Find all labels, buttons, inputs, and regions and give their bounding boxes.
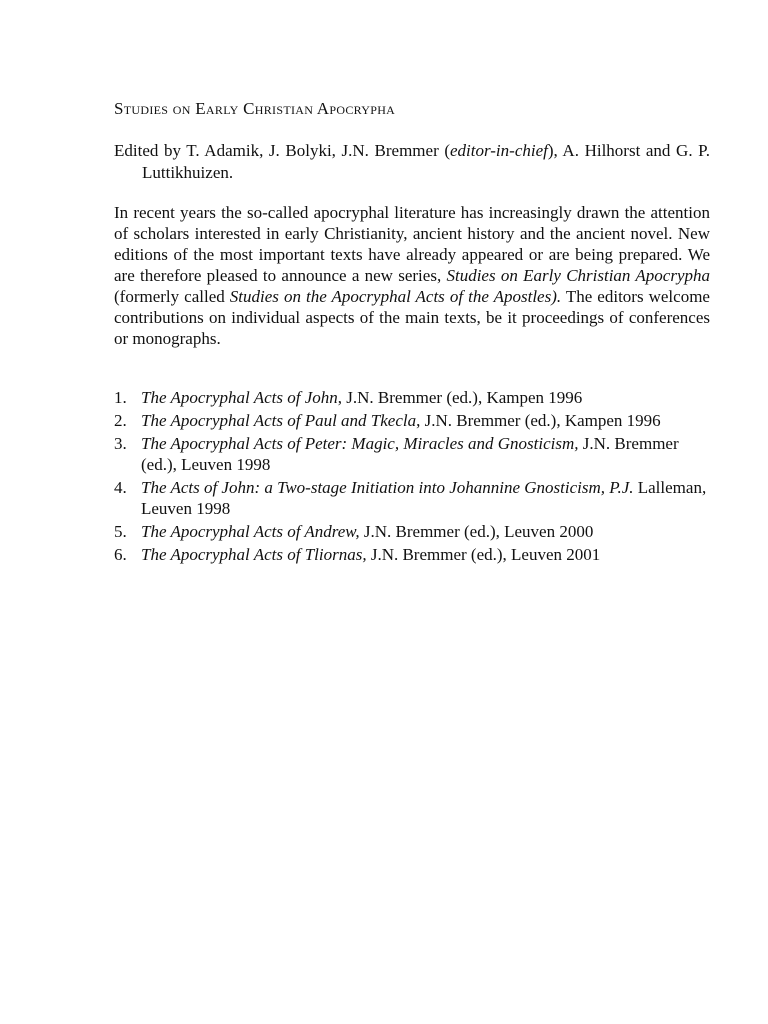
volume-details: , J.N. Bremmer (ed.), Kampen 1996 (416, 411, 661, 430)
editors-prefix: Edited by T. Adamik, J. Bolyki, J.N. Bremmer ( (114, 141, 450, 160)
volume-number: 6. (114, 545, 127, 564)
volume-title: The Apocryphal Acts of Paul and Tkecla (141, 411, 417, 430)
volume-number: 1. (114, 388, 127, 407)
volume-number: 4. (114, 478, 127, 497)
volume-details: J.N. Bremmer (ed.), Leuven 2001 (366, 545, 601, 564)
list-item (114, 544, 710, 565)
volume-details: J.N. Bremmer (ed.), Leuven 1998 (141, 434, 679, 474)
intro-part-1: In recent years the so-called apocryphal literature has increasingly drawn the attention of scholars interested in early Christianity, ancient history and the ancient novel. New editions of the most important texts have already appeared or are being prepared. We are therefore pleased to announce a new series, (114, 203, 710, 285)
volume-title: The Apocryphal Acts of Andrew, (141, 522, 360, 541)
volume-list (114, 387, 710, 565)
list-item (114, 387, 710, 408)
volume-title: The Acts of John: a Two-stage Initiation into Johannine Gnosticism, P.J. (141, 478, 634, 497)
list-item (114, 521, 710, 542)
intro-part-2: (formerly called (114, 287, 230, 306)
editors-line (114, 140, 710, 184)
volume-number: 3. (114, 434, 127, 453)
volume-details: , J.N. Bremmer (ed.), Kampen 1996 (337, 388, 583, 407)
editors-suffix: ), A. Hilhorst and G. P. Luttikhuizen. (142, 141, 710, 182)
volume-details: J.N. Bremmer (ed.), Leuven 2000 (359, 522, 594, 541)
intro-series-name: Studies on Early Christian Apocrypha (446, 266, 710, 285)
volume-title: The Apocryphal Acts of Tliornas, (141, 545, 367, 564)
volume-number: 2. (114, 411, 127, 430)
volume-number: 5. (114, 522, 127, 541)
list-item (114, 477, 710, 519)
list-item (114, 410, 710, 431)
page-content (114, 98, 710, 567)
intro-paragraph (114, 202, 710, 349)
editor-role: editor-in-chief (450, 141, 548, 160)
series-title: Studies on Early Christian Apocrypha (114, 99, 396, 118)
volume-details: Lalleman, Leuven 1998 (141, 478, 707, 518)
volume-title: The Apocryphal Acts of John (141, 388, 338, 407)
intro-part-3: The editors welcome contributions on individual aspects of the main texts, be it proceedings of conferences or monographs. (114, 287, 710, 348)
volume-title: The Apocryphal Acts of Peter: Magic, Miracles and Gnosticism, (141, 434, 579, 453)
list-item (114, 433, 710, 475)
intro-former-name: Studies on the Apocryphal Acts of the Apostles). (229, 287, 562, 306)
